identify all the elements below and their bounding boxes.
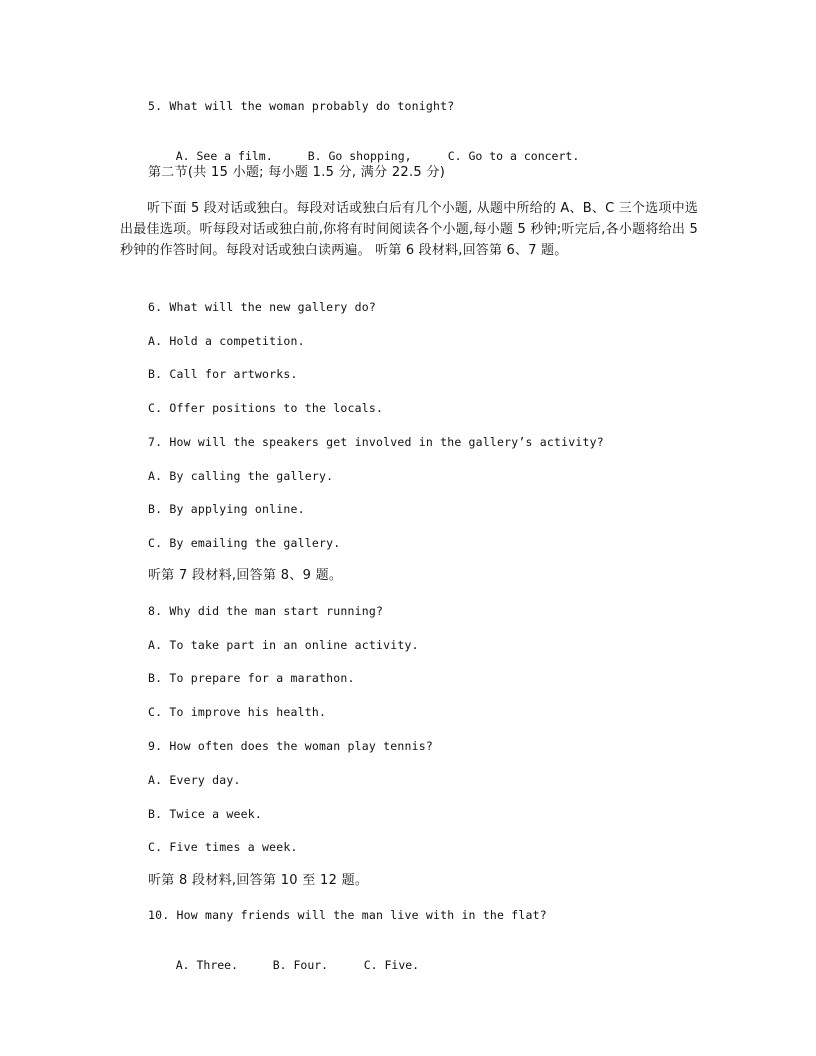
question-7-option-a: A. By calling the gallery. xyxy=(148,469,334,483)
question-8-option-b: B. To prepare for a marathon. xyxy=(148,671,355,685)
question-6-stem: 6. What will the new gallery do? xyxy=(148,300,376,314)
question-5-option-c: C. Go to a concert. xyxy=(447,149,580,163)
section-2-instructions: 听下面 5 段对话或独白。每段对话或独白后有几个小题, 从题中所给的 A、B、C 三个选项中选出最佳选项。听每段对话或独白前,你将有时间阅读各个小题,每小题 5 秒钟;听完后,各小题将给出 5 秒钟的作答时间。每段对话或独白读两遍。 听第 6 段材料,回答第 6、7 题。 xyxy=(120,201,698,258)
question-6-option-b: B. Call for artworks. xyxy=(148,367,298,381)
question-10-stem: 10. How many friends will the man live with in the flat? xyxy=(148,908,547,922)
material-7-heading: 听第 7 段材料,回答第 8、9 题。 xyxy=(148,568,343,583)
question-7-stem: 7. How will the speakers get involved in the gallery’s activity? xyxy=(148,435,604,449)
question-8-stem: 8. Why did the man start running? xyxy=(148,604,384,618)
question-5-option-b: B. Go shopping, xyxy=(307,149,412,163)
question-9-stem: 9. How often does the woman play tennis? xyxy=(148,739,433,753)
question-7-option-c: C. By emailing the gallery. xyxy=(148,536,341,550)
question-6-option-c: C. Offer positions to the locals. xyxy=(148,401,384,415)
question-7-option-b: B. By applying online. xyxy=(148,502,305,516)
question-10-option-c: C. Five. xyxy=(363,958,420,972)
section-2-heading: 第二节(共 15 小题; 每小题 1.5 分, 满分 22.5 分) xyxy=(148,165,446,180)
question-9-option-a: A. Every day. xyxy=(148,773,241,787)
question-5-stem: 5. What will the woman probably do tonight? xyxy=(148,99,455,113)
question-6-option-a: A. Hold a competition. xyxy=(148,334,305,348)
question-10-option-b: B. Four. xyxy=(272,958,329,972)
question-10-options xyxy=(148,941,419,989)
material-8-heading: 听第 8 段材料,回答第 10 至 12 题。 xyxy=(148,873,369,888)
question-8-option-c: C. To improve his health. xyxy=(148,705,327,719)
question-9-option-b: B. Twice a week. xyxy=(148,807,262,821)
question-9-option-c: C. Five times a week. xyxy=(148,840,298,854)
question-5-option-a: A. See a film. xyxy=(175,149,273,163)
question-10-option-a: A. Three. xyxy=(175,958,239,972)
question-8-option-a: A. To take part in an online activity. xyxy=(148,638,419,652)
